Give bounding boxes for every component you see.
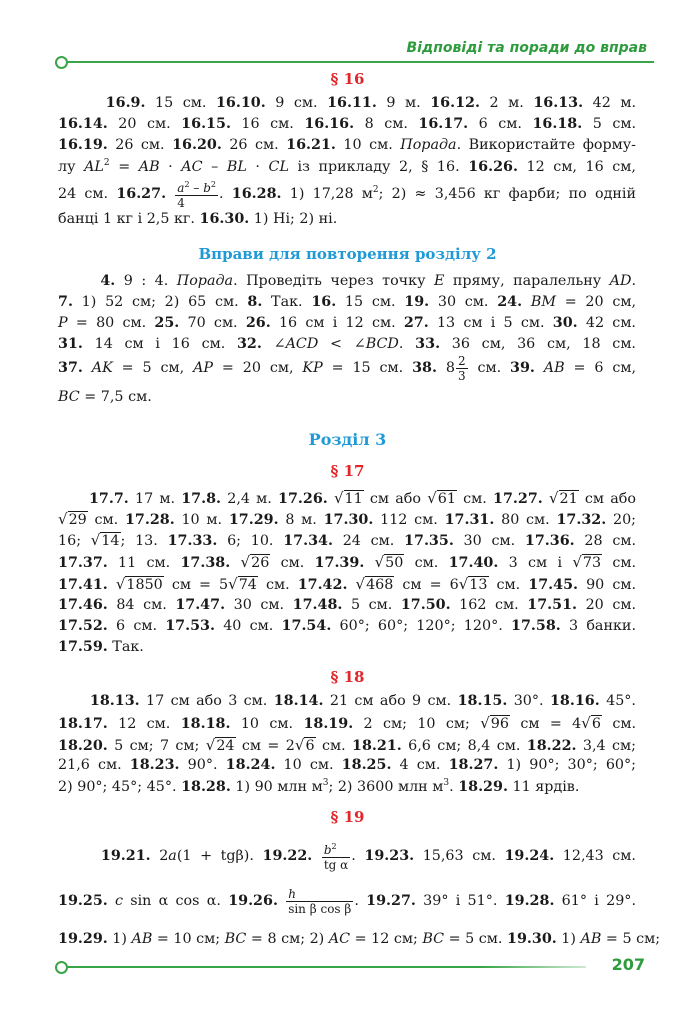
text-line: 16.9. 15 см. 16.10. 9 см. 16.11. 9 м. 16.12. 2 м. 16.13. 42 м.	[105, 95, 637, 111]
text-line: 17.46. 84 см. 17.47. 30 см. 17.48. 5 см. 17.50. 162 см. 17.51. 20 см.	[58, 597, 636, 613]
text-line: 24 см. 16.27. $\frac{a^2 - b^2}{4}$ . 16.28. 1) 17,28 $м^2$; 2) ≈ 3,456 кг фарби; по одній	[58, 179, 637, 210]
text-line: 21,6 см. 18.23. 90°. 18.24. 10 см. 18.25. 4 см. 18.27. 1) 90°; 30°; 60°;	[58, 757, 636, 773]
text-line: 16.14. 20 см. 16.15. 16 см. 16.16. 8 см. 16.17. 6 см. 16.18. 5 см.	[58, 116, 637, 132]
text-line: банці 1 кг і 2,5 кг. 16.30. 1) Ні; 2) ні.	[58, 211, 338, 227]
text-line: 19.25. c sin α cos α. 19.26. $\frac{h}{\text{sin β cos β}}$ . 19.27. 39° і 51°. 19.28. 61° і 29°.	[58, 886, 636, 916]
section-heading-16: § 16	[330, 70, 365, 88]
fraction: $\frac{a^2 - b^2}{4}$	[177, 179, 216, 210]
text-line: 18.13. 17 см або 3 см. 18.14. 21 см або 9 см. 18.15. 30°. 18.16. 45°.	[89, 693, 636, 709]
text-line: 17.41. √1850 см = 5√74 см. 17.42. √468 см = 6√13 см. 17.45. 90 см.	[58, 575, 637, 593]
text-line: 2) 90°; 45°; 45°. 18.28. 1) 90 млн $м^3$; 2) 3600 млн $м^3$. 18.29. 11 ярдів.	[58, 778, 580, 795]
text-line: 17.7. 17 м. 17.8. 2,4 м. 17.26. √11 см або √61 см. 17.27. √21 см або	[88, 489, 636, 507]
text-line: BC = 7,5 см.	[58, 389, 152, 405]
text-line: 37. AK = 5 см, AP = 20 см, KP = 15 см. 38. 8 $\frac{2}{3}$ см. 39. AB = 6 см,	[58, 353, 637, 383]
text-line: P = 80 см. 25. 70 см. 26. 16 см і 12 см. 27. 13 см і 5 см. 30. 42 см.	[58, 315, 636, 331]
page-number: 207	[611, 955, 645, 974]
fraction: $\frac{b^2}{\text{tg α}}$	[323, 842, 349, 872]
running-header: Відповіді та поради до вправ	[406, 40, 647, 56]
text-line: 31. 14 см і 16 см. 32. ∠ACD < ∠BCD. 33. 36 см, 36 см, 18 см.	[58, 336, 636, 352]
header-line	[66, 61, 654, 63]
section-heading-18: § 18	[330, 668, 365, 686]
section-heading-19: § 19	[330, 808, 365, 826]
text-line: 17.52. 6 см. 17.53. 40 см. 17.54. 60°; 60°; 120°; 120°. 17.58. 3 банки.	[58, 618, 636, 634]
text-line: √29 см. 17.28. 10 м. 17.29. 8 м. 17.30. 112 см. 17.31. 80 см. 17.32. 20;	[58, 510, 636, 528]
review-heading: Вправи для повторення розділу 2	[198, 245, 497, 263]
text-line: 18.17. 12 см. 18.18. 10 см. 18.19. 2 см; 10 см; √96 см = 4√6 см.	[58, 714, 636, 732]
text-line: 19.29. 1) AB = 10 см; BC = 8 см; 2) AC = 12 см; BC = 5 см. 19.30. 1) AB = 5 см;	[58, 931, 661, 947]
text-line: 4. 9 : 4. Порада. Проведіть через точку E пряму, паралельну AD.	[100, 273, 636, 289]
text-line: 16; √14; 13. 17.33. 6; 10. 17.34. 24 см. 17.35. 30 см. 17.36. 28 см.	[58, 531, 636, 549]
footer-line	[66, 966, 586, 968]
text-line: 7. 1) 52 см; 2) 65 см. 8. Так. 16. 15 см. 19. 30 см. 24. BM = 20 см,	[58, 294, 636, 310]
text-line: 17.59. Так.	[58, 639, 144, 655]
fraction: $\frac{2}{3}$	[457, 353, 466, 383]
text-line: 16.19. 26 см. 16.20. 26 см. 16.21. 10 см. Порада. Використайте форму-	[58, 137, 637, 153]
fraction: $\frac{h}{\text{sin β cos β}}$	[288, 886, 352, 916]
chapter-heading: Розділ 3	[308, 430, 387, 449]
section-heading-17: § 17	[330, 462, 365, 480]
text-line: 17.37. 11 см. 17.38. √26 см. 17.39. √50 см. 17.40. 3 см і √73 см.	[58, 553, 637, 571]
text-line: лу $AL^2$ = AB · AC – BL · CL із прикладу 2, § 16. 16.26. 12 см, 16 см,	[58, 158, 636, 175]
text-line: 18.20. 5 см; 7 см; √24 см = 2√6 см. 18.21. 6,6 см; 8,4 см. 18.22. 3,4 см;	[58, 736, 636, 754]
text-line: 19.21. 2a(1 + tgβ). 19.22. $\frac{b^2}{\text{tg α}}$ . 19.23. 15,63 см. 19.24. 12,43 см.	[100, 842, 636, 872]
